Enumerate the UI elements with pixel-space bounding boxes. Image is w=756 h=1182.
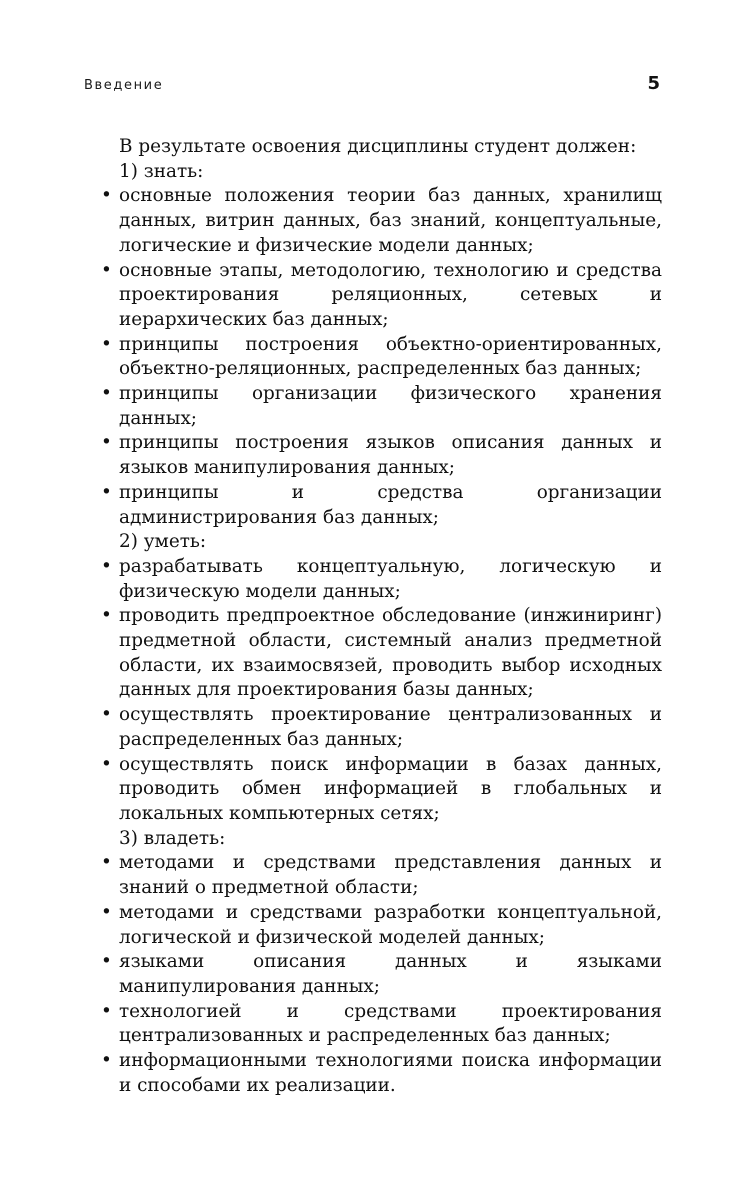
list-item-text: принципы построения объектно-ориентированных, объектно-реляционных, распределенных баз данных; — [119, 333, 662, 380]
bullet-icon: • — [101, 1050, 112, 1072]
list-item-text: методами и средствами представления данных и знаний о предметной области; — [119, 852, 662, 899]
bullet-icon: • — [101, 383, 112, 405]
list-item — [96, 555, 662, 604]
bullet-icon: • — [101, 852, 112, 874]
list-item — [96, 259, 662, 333]
list-item-text: разрабатывать концептуальную, логическую и физическую модели данных; — [119, 555, 662, 602]
list-item-text: основные этапы, методологию, технологию и средства проектирования реляционных, сетевых и иерархических баз данных; — [119, 259, 662, 330]
bullet-icon: • — [101, 753, 112, 775]
section-heading-be-able: 2) уметь: — [119, 531, 207, 553]
list-item-text: проводить предпроектное обследование (инжиниринг) предметной области, системный анализ предметной области, их взаимосвязей, проводить выбор исходных данных для проектирования базы данных; — [119, 605, 662, 701]
bullet-icon: • — [101, 555, 112, 577]
list-item — [96, 901, 662, 950]
list-item — [96, 753, 662, 827]
bullet-icon: • — [101, 1000, 112, 1022]
section-heading-master: 3) владеть: — [119, 827, 226, 849]
bullet-icon: • — [101, 333, 112, 355]
bullet-icon: • — [101, 605, 112, 627]
bullet-icon: • — [101, 704, 112, 726]
bullet-icon: • — [101, 432, 112, 454]
list-item — [96, 431, 662, 480]
list-item — [96, 333, 662, 382]
list-item-text: осуществлять поиск информации в базах данных, проводить обмен информацией в глобальных и локальных компьютерных сетях; — [119, 753, 662, 824]
list-item-text: методами и средствами разработки концептуальной, логической и физической моделей данных; — [119, 901, 662, 948]
list-item-text: принципы организации физического хранения данных; — [119, 383, 662, 429]
list-item-text: осуществлять проектирование централизованных и распределенных баз данных; — [119, 704, 662, 750]
list-item — [96, 703, 662, 752]
page-number: 5 — [647, 73, 660, 94]
list-item-text: технологией и средствами проектирования централизованных и распределенных баз данных; — [119, 1000, 662, 1047]
section-heading-know: 1) знать: — [119, 160, 204, 182]
bullet-icon: • — [101, 185, 112, 207]
running-head: Введение — [84, 78, 164, 93]
list-item — [96, 481, 662, 530]
list-item — [96, 382, 662, 431]
intro-paragraph: В результате освоения дисциплины студент должен: — [119, 136, 637, 157]
bullet-icon: • — [101, 259, 112, 281]
list-item-text: основные положения теории баз данных, хранилищ данных, витрин данных, баз знаний, концептуальные, логические и физические модели данных; — [119, 185, 662, 256]
list-item — [96, 1049, 662, 1098]
list-item — [96, 950, 662, 999]
body-text — [96, 135, 662, 1098]
bullet-icon: • — [101, 901, 112, 923]
list-item — [96, 851, 662, 900]
list-item — [96, 1000, 662, 1049]
bullet-icon: • — [101, 951, 112, 973]
list-item-text: информационными технологиями поиска информации и способами их реализации. — [119, 1050, 662, 1096]
list-item — [96, 184, 662, 258]
list-item-text: языками описания данных и языками манипулирования данных; — [119, 951, 662, 997]
list-item-text: принципы и средства организации администрирования баз данных; — [119, 481, 662, 528]
list-item — [96, 604, 662, 703]
list-item-text: принципы построения языков описания данных и языков манипулирования данных; — [119, 432, 662, 479]
bullet-icon: • — [101, 481, 112, 503]
